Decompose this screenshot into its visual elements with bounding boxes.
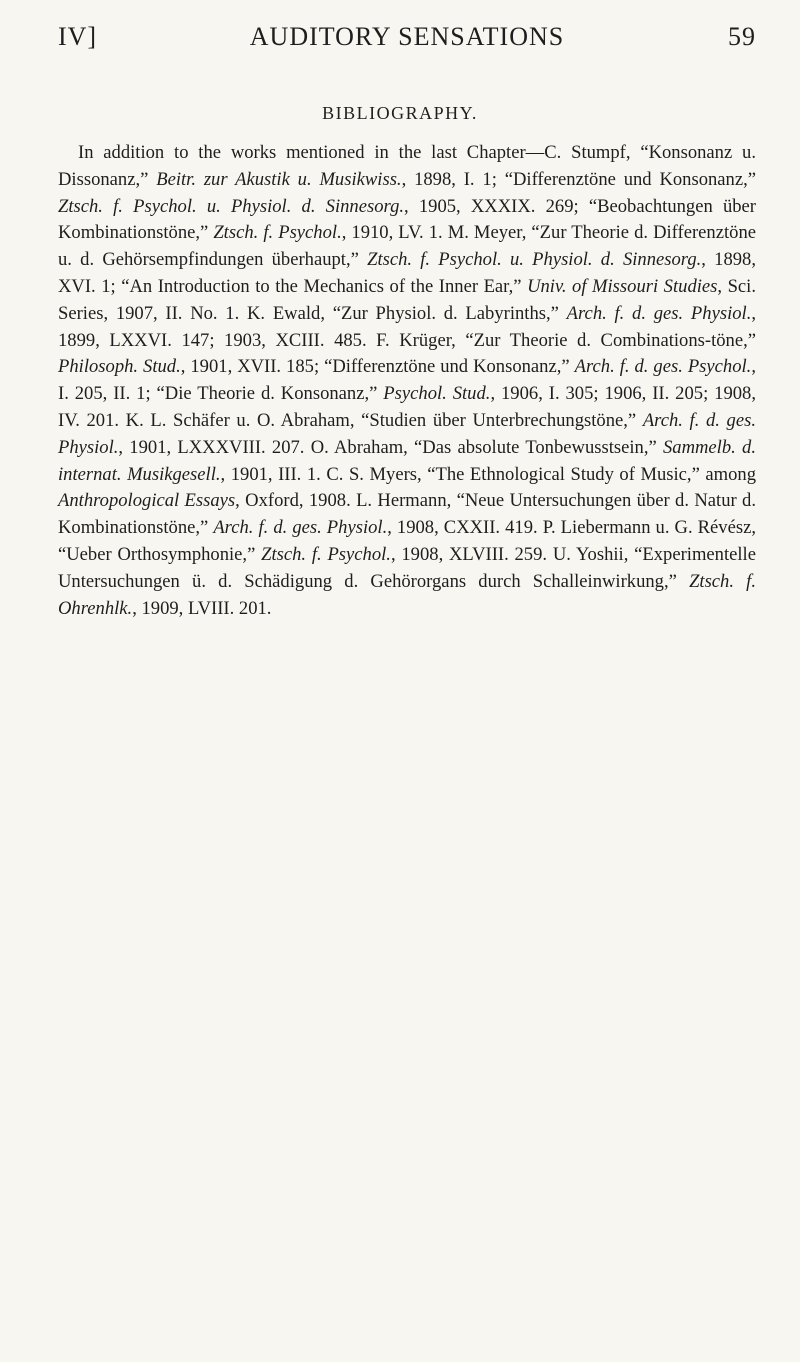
ref-text: , 1908, XLVIII. 259. U. Yoshii, “Experimentelle Untersuchungen ü. d. Schädigung d. Gehörorgans durch Schalleinwirkung,” (58, 543, 756, 592)
journal-title: Arch. f. d. ges. Psychol. (574, 356, 752, 378)
ref-text: , 1901, XVII. 185; “Differenztöne und Konsonanz,” (180, 356, 570, 378)
journal-title: Ztsch. f. Psychol. (261, 543, 391, 565)
ref-text: , 1905, XXXIX. 269; “Beobachtungen über Kombinationstöne,” (58, 195, 756, 244)
journal-title: Arch. f. d. ges. Physiol. (566, 302, 752, 324)
journal-title: Beitr. zur Akustik u. Musikwiss. (156, 168, 402, 190)
running-title: AUDITORY SENSATIONS (249, 22, 565, 51)
ref-text: , Oxford, 1908. L. Hermann, “Neue Untersuchungen über d. Natur d. Kombinationstöne,” (58, 490, 756, 539)
ref-text: , I. 205, II. 1; “Die Theorie d. Konsonanz,” (58, 356, 756, 405)
journal-title: Ztsch. f. Psychol. u. Physiol. d. Sinnesorg. (58, 195, 405, 217)
ref-text: , Sci. Series, 1907, II. No. 1. K. Ewald, “Zur Physiol. d. Labyrinths,” (58, 275, 756, 324)
section-title: BIBLIOGRAPHY. (322, 103, 478, 123)
ref-text: , 1908, CXXII. 419. P. Liebermann u. G. Révész, “Ueber Orthosymphonie,” (58, 517, 756, 565)
journal-title: Ztsch. f. Psychol. (213, 222, 342, 244)
ref-text: , 1899, LXXVI. 147; 1903, XCIII. 485. F. Krüger, “Zur Theorie d. Combinations-töne,” (58, 302, 757, 351)
journal-title: Ztsch. f. Ohrenhlk. (58, 570, 756, 619)
journal-title: Arch. f. d. ges. Physiol. (58, 409, 756, 458)
book-title: Anthropological Essays (58, 490, 236, 512)
ref-text: , 1901, III. 1. C. S. Myers, “The Ethnological Study of Music,” among (220, 463, 756, 485)
journal-title: Univ. of Missouri Studies (527, 275, 718, 297)
ref-text: , 1910, LV. 1. M. Meyer, “Zur Theorie d. Differenztöne u. d. Gehörsempfindungen überhaupt,” (58, 222, 756, 271)
ref-text: , 1901, LXXXVIII. 207. O. Abraham, “Das absolute Tonbewusstsein,” (118, 436, 657, 458)
journal-title: Ztsch. f. Psychol. u. Physiol. d. Sinnesorg. (367, 249, 702, 271)
ref-text: , 1898, I. 1; “Differenztöne und Konsonanz,” (401, 168, 756, 190)
chapter-number: IV] (58, 22, 98, 51)
journal-title: Philosoph. Stud. (58, 356, 181, 378)
ref-text: In addition to the works mentioned in the last Chapter—C. Stumpf, “Konsonanz u. Dissonanz,” (58, 142, 756, 190)
page-number: 59 (728, 22, 756, 51)
ref-text: , 1906, I. 305; 1906, II. 205; 1908, IV. 201. K. L. Schäfer u. O. Abraham, “Studien über Unterbrechungstöne,” (58, 383, 756, 431)
ref-text: , 1909, LVIII. 201. (132, 597, 272, 619)
journal-title: Arch. f. d. ges. Physiol. (213, 517, 388, 539)
running-head (58, 22, 756, 62)
ref-text: , 1898, XVI. 1; “An Introduction to the Mechanics of the Inner Ear,” (58, 249, 756, 297)
journal-title: Psychol. Stud. (383, 383, 491, 405)
journal-title: Sammelb. d. internat. Musikgesell. (58, 436, 756, 485)
bibliography-paragraph (58, 140, 756, 622)
